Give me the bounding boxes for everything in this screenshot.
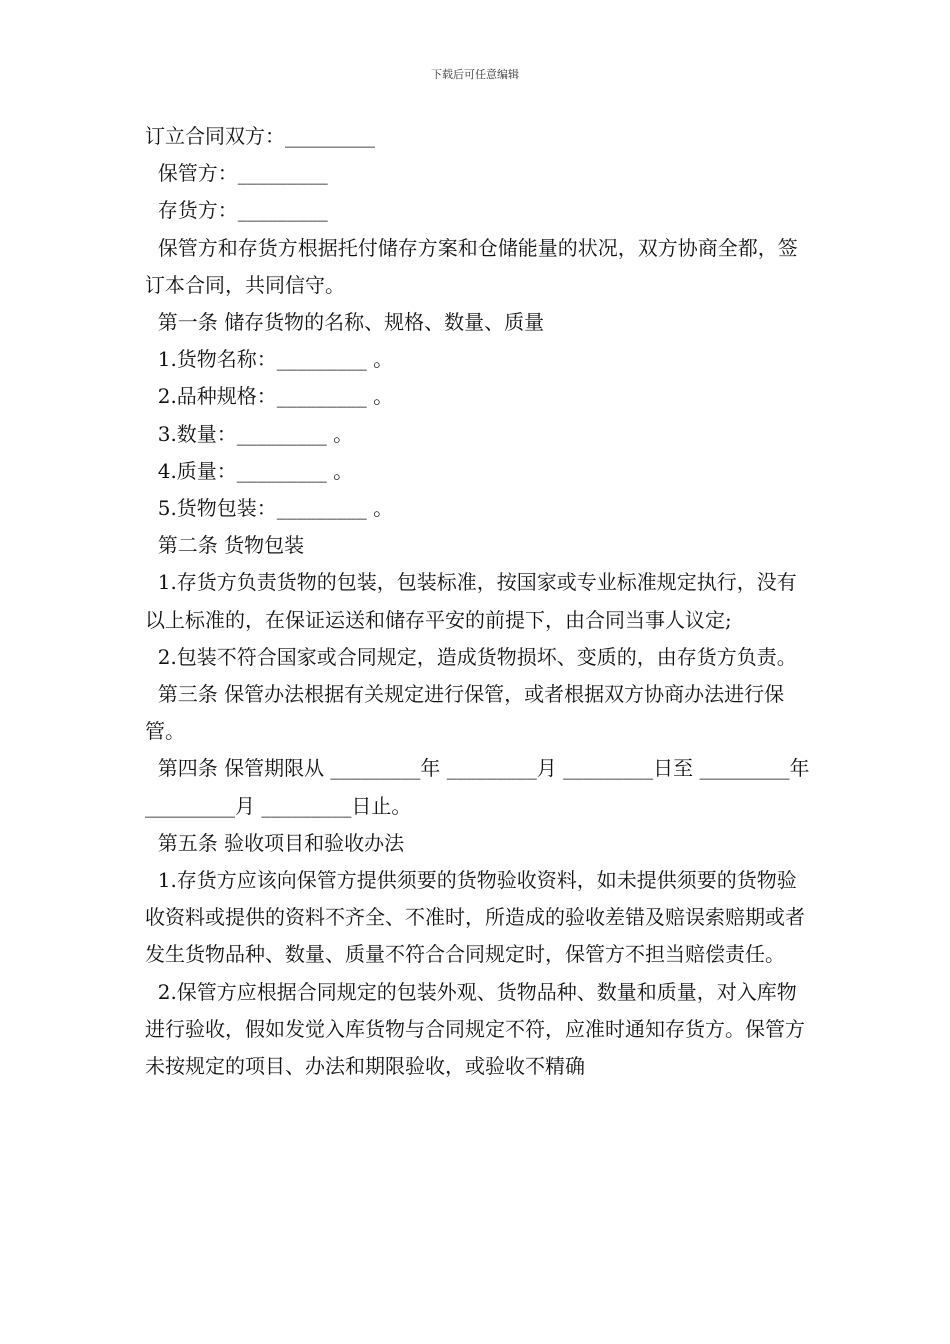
article-2-item-2: 2.包装不符合国家或合同规定，造成货物损坏、变质的，由存货方负责。 (145, 644, 797, 669)
header-note: 下载后可任意编辑 (431, 68, 519, 81)
depositor-line: 存货方：_________ (145, 198, 328, 223)
contract-body (145, 118, 816, 1085)
article-1-item-3: 3.数量：_________ 。 (145, 421, 354, 446)
article-1-heading: 第一条 储存货物的名称、规格、数量、质量 (145, 310, 545, 335)
article-4-paragraph: 第四条 保管期限从 _________年 _________月 _________日至 _________年 _________月 _________日止。 (145, 756, 816, 818)
article-1-item-2: 2.品种规格：_________ 。 (145, 384, 394, 409)
preamble-paragraph: 保管方和存货方根据托付储存方案和仓储能量的状况，双方协商全都，签订本合同，共同信守。 (145, 235, 798, 297)
article-5-item-1: 1.存货方应该向保管方提供须要的货物验收资料，如未提供须要的货物验收资料或提供的资料不齐全、不准时，所造成的验收差错及赔误索赔期或者发生货物品种、数量、质量不符合合同规定时，保管方不担当赔偿责任。 (145, 868, 805, 967)
article-2-heading: 第二条 货物包装 (145, 533, 305, 558)
article-2-item-1: 1.存货方负责货物的包装，包装标准，按国家或专业标准规定执行，没有以上标准的，在保证运送和储存平安的前提下，由合同当事人议定; (145, 570, 797, 632)
parties-line: 订立合同双方：_________ (145, 124, 375, 148)
article-3-paragraph: 第三条 保管办法根据有关规定进行保管，或者根据双方协商办法进行保管。 (145, 682, 785, 744)
article-1-item-4: 4.质量：_________ 。 (145, 458, 354, 483)
article-1-item-1: 1.货物名称：_________ 。 (145, 347, 394, 372)
custodian-line: 保管方：_________ (145, 161, 328, 186)
article-5-item-2: 2.保管方应根据合同规定的包装外观、货物品种、数量和质量，对入库物进行验收，假如发觉入库货物与合同规定不符，应准时通知存货方。保管方未按规定的项目、办法和期限验收，或验收不精确 (145, 979, 805, 1079)
article-5-heading: 第五条 验收项目和验收办法 (145, 830, 405, 855)
article-1-item-5: 5.货物包装：_________ 。 (145, 496, 394, 521)
